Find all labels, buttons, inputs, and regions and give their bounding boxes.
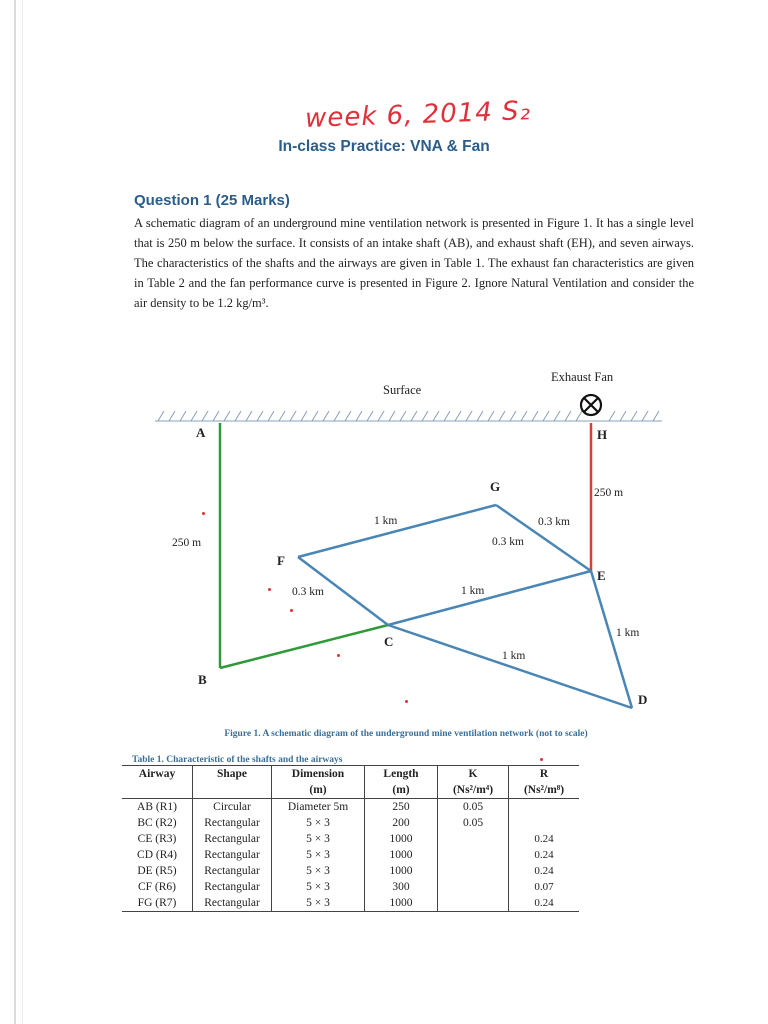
surface-hatch-mark xyxy=(356,411,362,421)
edge-label-ce: 1 km xyxy=(461,585,485,597)
edge-label-fc: 0.3 km xyxy=(292,586,324,598)
cell-dimension: 5 × 3 xyxy=(272,847,365,863)
cell-r: 0.24 xyxy=(509,863,580,879)
cell-dimension: 5 × 3 xyxy=(272,815,365,831)
node-label-f: F xyxy=(277,553,285,568)
airway-ce xyxy=(388,571,591,625)
cell-dimension: 5 × 3 xyxy=(272,863,365,879)
surface-hatch-mark xyxy=(576,411,582,421)
exhaust-fan-icon xyxy=(581,395,601,415)
cell-length: 1000 xyxy=(365,847,438,863)
table-row xyxy=(122,863,579,879)
header-r-unit: (Ns²/m⁸) xyxy=(509,782,580,799)
surface-hatch-mark xyxy=(224,411,230,421)
table-row xyxy=(122,799,579,816)
cell-airway: BC (R2) xyxy=(137,817,177,829)
cell-r xyxy=(509,815,580,831)
surface-hatch-mark xyxy=(334,411,340,421)
node-label-e: E xyxy=(597,568,606,583)
header-dimension-unit: (m) xyxy=(272,782,365,799)
surface-hatch-mark xyxy=(158,411,164,421)
surface-hatch-mark xyxy=(400,411,406,421)
table-row xyxy=(122,815,579,831)
surface-label: Surface xyxy=(383,383,422,397)
handwritten-note: week 6, 2014 S₂ xyxy=(304,96,532,134)
surface-hatch-mark xyxy=(422,411,428,421)
surface-hatch-mark xyxy=(532,411,538,421)
surface-hatch-mark xyxy=(433,411,439,421)
table-row xyxy=(122,847,579,863)
cell-shape: Rectangular xyxy=(193,815,272,831)
cell-airway: FG (R7) xyxy=(122,895,193,912)
cell-length: 250 xyxy=(365,799,438,816)
cell-k xyxy=(438,879,509,895)
edge-label-ed: 1 km xyxy=(616,627,640,639)
surface-hatch-mark xyxy=(653,411,659,421)
scan-speck xyxy=(337,654,340,657)
cell-length: 200 xyxy=(365,815,438,831)
surface-hatch-mark xyxy=(411,411,417,421)
surface-hatch-mark xyxy=(202,411,208,421)
node-label-c: C xyxy=(384,634,394,649)
surface-hatch-mark xyxy=(378,411,384,421)
surface-hatch-mark xyxy=(510,411,516,421)
node-label-g: G xyxy=(490,479,501,494)
cell-dimension: 5 × 3 xyxy=(272,895,365,912)
table-caption: Table 1. Characteristic of the shafts and the airways xyxy=(132,755,343,765)
surface-hatch-mark xyxy=(367,411,373,421)
cell-k xyxy=(438,895,509,912)
scan-speck xyxy=(540,758,543,761)
header-airway-unit xyxy=(122,782,193,799)
airway-fg xyxy=(298,505,496,557)
surface-hatch-mark xyxy=(301,411,307,421)
cell-k xyxy=(438,847,509,863)
surface-hatch-mark xyxy=(279,411,285,421)
surface-hatch-mark xyxy=(543,411,549,421)
cell-airway: CF (R6) xyxy=(137,881,177,893)
surface-hatch-mark xyxy=(180,411,186,421)
header-k: K xyxy=(438,766,509,783)
surface-hatch-mark xyxy=(466,411,472,421)
header-r: R xyxy=(509,766,580,783)
airway-ed xyxy=(591,571,632,708)
cell-dimension: 5 × 3 xyxy=(272,879,365,895)
surface-hatch-mark xyxy=(191,411,197,421)
scan-speck xyxy=(405,700,408,703)
surface-hatch-mark xyxy=(323,411,329,421)
cell-r: 0.24 xyxy=(509,831,580,847)
scan-speck xyxy=(268,588,271,591)
header-k-unit: (Ns²/m⁴) xyxy=(438,782,509,799)
cell-shape: Rectangular xyxy=(193,847,272,863)
surface-hatch-mark xyxy=(620,411,626,421)
surface-hatch-mark xyxy=(455,411,461,421)
header-shape-unit xyxy=(193,782,272,799)
cell-k xyxy=(438,863,509,879)
question-heading: Question 1 (25 Marks) xyxy=(134,192,290,209)
cell-airway: DE (R5) xyxy=(137,865,177,877)
cell-shape: Rectangular xyxy=(193,895,272,912)
cell-shape: Rectangular xyxy=(193,879,272,895)
header-airway: Airway xyxy=(122,766,193,783)
surface-hatch-mark xyxy=(554,411,560,421)
airway-bc xyxy=(220,625,388,668)
question-body: A schematic diagram of an underground mine ventilation network is presented in Figure 1. It has a single level that is 250 m below the surface. It consists of an intake shaft (AB), and exhaust shaft (EH), and seven airways. The characteristics of the shafts and the airways are given in Table 1. The exhaust fan characteristics are given in Table 2 and the fan performance curve is presented in Figure 2. Ignore Natural Ventilation and consider the air density to be 1.2 kg/m³. xyxy=(134,216,694,310)
surface-hatch-mark xyxy=(642,411,648,421)
cell-r: 0.07 xyxy=(509,879,580,895)
table-row xyxy=(122,879,579,895)
cell-shape: Circular xyxy=(193,799,272,816)
header-length: Length xyxy=(365,766,438,783)
surface-hatch-mark xyxy=(169,411,175,421)
surface-hatch-mark xyxy=(235,411,241,421)
document-title: In-class Practice: VNA & Fan xyxy=(278,138,490,155)
table-header-row xyxy=(122,766,579,783)
surface-hatch-mark xyxy=(389,411,395,421)
edge-label-fg: 1 km xyxy=(374,515,398,527)
cell-r xyxy=(509,799,580,816)
cell-length: 1000 xyxy=(365,895,438,912)
cell-r: 0.24 xyxy=(509,847,580,863)
cell-airway: AB (R1) xyxy=(137,801,177,813)
edge-label-ge-outer: 0.3 km xyxy=(538,516,570,528)
scan-speck xyxy=(290,609,293,612)
surface-hatch-mark xyxy=(609,411,615,421)
surface-hatch-mark xyxy=(345,411,351,421)
cell-length: 1000 xyxy=(365,863,438,879)
cell-airway: CD (R4) xyxy=(137,849,177,861)
table-row xyxy=(122,831,579,847)
exhaust-fan-label: Exhaust Fan xyxy=(551,370,614,384)
header-dimension: Dimension xyxy=(272,766,365,783)
cell-r: 0.24 xyxy=(509,895,580,912)
node-label-b: B xyxy=(198,672,207,687)
header-shape: Shape xyxy=(193,766,272,783)
cell-length: 300 xyxy=(365,879,438,895)
edge-label-ge-inner: 0.3 km xyxy=(492,536,524,548)
surface-hatch-mark xyxy=(268,411,274,421)
scan-speck xyxy=(202,512,205,515)
surface-hatch-mark xyxy=(521,411,527,421)
cell-shape: Rectangular xyxy=(193,831,272,847)
edge-label-ab: 250 m xyxy=(172,537,202,549)
surface-hatch-mark xyxy=(477,411,483,421)
cell-airway: CE (R3) xyxy=(137,833,177,845)
node-label-h: H xyxy=(597,427,608,442)
figure-caption: Figure 1. A schematic diagram of the underground mine ventilation network (not to scale) xyxy=(224,729,588,739)
surface-hatch-mark xyxy=(290,411,296,421)
surface-hatch-mark xyxy=(565,411,571,421)
node-label-a: A xyxy=(196,425,206,440)
cell-dimension: Diameter 5m xyxy=(272,799,365,816)
airway-characteristics-table xyxy=(122,765,579,912)
surface-hatch-mark xyxy=(499,411,505,421)
node-label-d: D xyxy=(638,692,648,707)
table-row xyxy=(122,895,579,912)
surface-hatch-mark xyxy=(246,411,252,421)
surface-hatch-mark xyxy=(444,411,450,421)
cell-k: 0.05 xyxy=(438,799,509,816)
cell-k xyxy=(438,831,509,847)
surface-hatch-mark xyxy=(312,411,318,421)
edge-label-cd: 1 km xyxy=(502,650,526,662)
surface-hatch-mark xyxy=(257,411,263,421)
surface-hatch-mark xyxy=(488,411,494,421)
surface-hatch-mark xyxy=(631,411,637,421)
cell-k: 0.05 xyxy=(438,815,509,831)
airway-cd xyxy=(388,625,632,708)
cell-shape: Rectangular xyxy=(193,863,272,879)
surface-hatch-mark xyxy=(213,411,219,421)
header-length-unit: (m) xyxy=(365,782,438,799)
table-header-units-row xyxy=(122,782,579,799)
edge-label-eh: 250 m xyxy=(594,487,624,499)
cell-length: 1000 xyxy=(365,831,438,847)
cell-dimension: 5 × 3 xyxy=(272,831,365,847)
